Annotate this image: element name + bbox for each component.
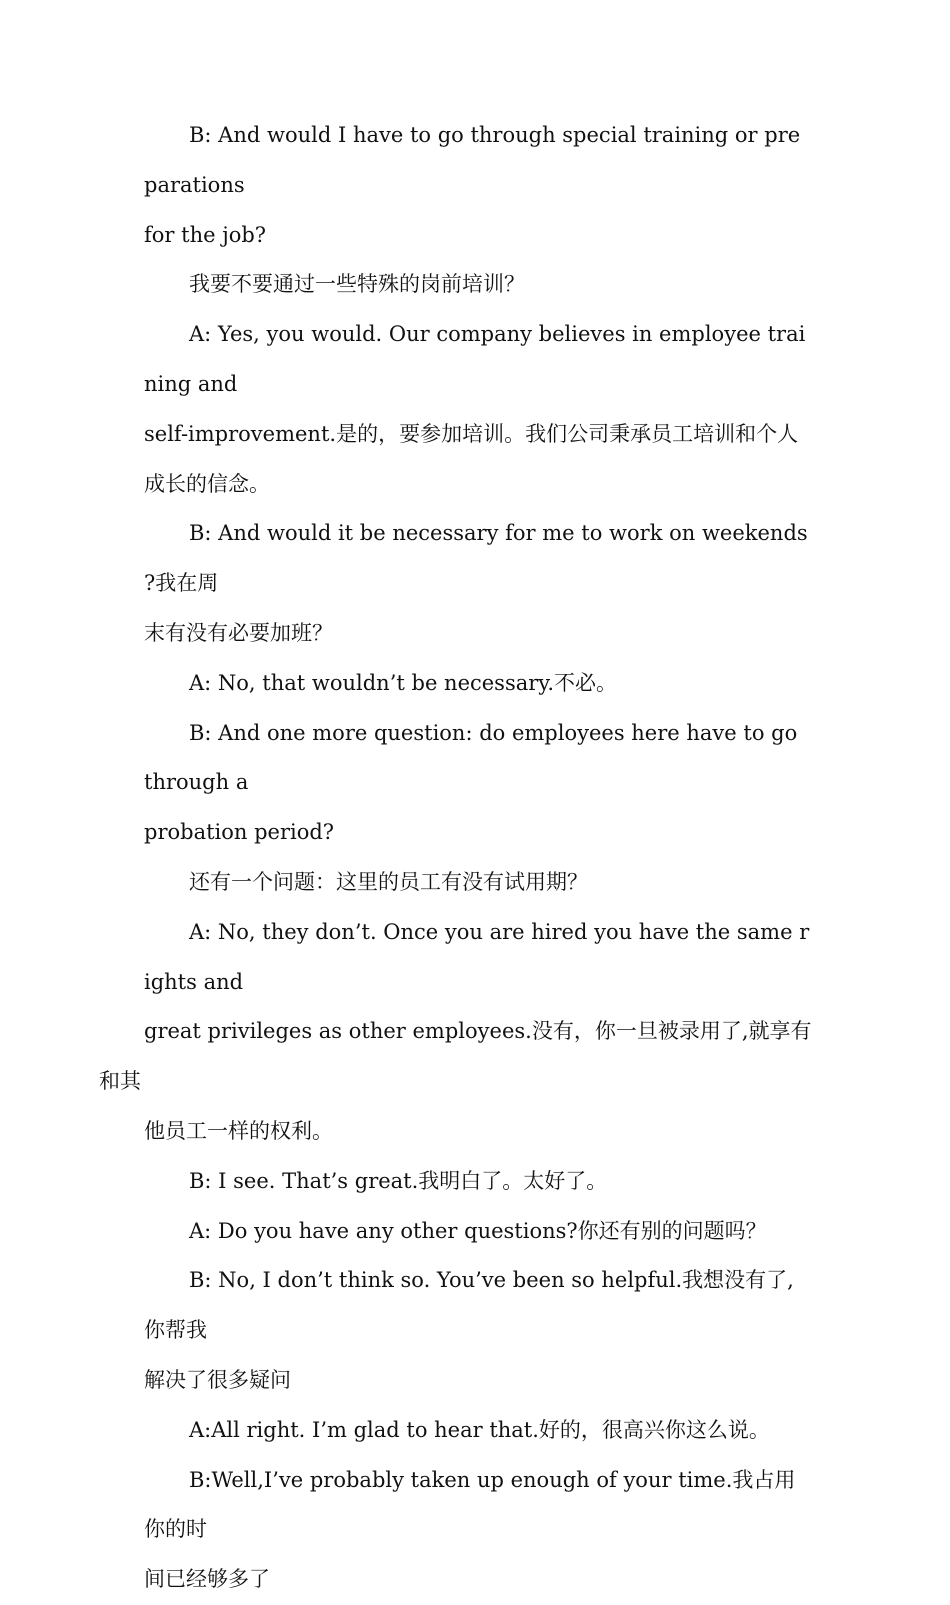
dialogue-paragraph — [144, 1256, 812, 1405]
dialogue-body — [99, 111, 812, 1605]
paragraph-line: B: No, I don’t think so. You’ve been so helpful.我想没有了,你帮我 — [144, 1268, 794, 1343]
paragraph-line: B: I see. That’s great.我明白了。太好了。 — [189, 1168, 608, 1193]
paragraph-line: B: And would it be necessary for me to work on weekends?我在周 — [144, 521, 808, 596]
dialogue-paragraph — [144, 310, 812, 509]
paragraph-line: 末有没有必要加班？ — [144, 620, 333, 645]
paragraph-line: for the job? — [144, 222, 267, 247]
paragraph-line: 他员工一样的权利。 — [144, 1118, 333, 1143]
paragraph-line: 间已经够多了 — [144, 1567, 270, 1592]
paragraph-line: 成长的信念。 — [144, 471, 270, 496]
paragraph-line: A: Yes, you would. Our company believes in employee training and — [144, 322, 806, 396]
dialogue-paragraph — [144, 659, 812, 709]
paragraph-line: B: And would I have to go through special training or preparations — [144, 123, 801, 197]
dialogue-paragraph — [144, 260, 812, 310]
paragraph-line: 解决了很多疑问 — [144, 1367, 291, 1392]
paragraph-line: A: No, that wouldn’t be necessary.不必。 — [189, 670, 618, 695]
paragraph-line: probation period? — [144, 820, 335, 845]
paragraph-line: B: And one more question: do employees here have to go through a — [144, 720, 798, 795]
paragraph-line: 我要不要通过一些特殊的岗前培训？ — [189, 272, 525, 297]
paragraph-line: self-improvement.是的，要参加培训。我们公司秉承员工培训和个人 — [144, 421, 799, 446]
dialogue-paragraph — [144, 509, 812, 658]
paragraph-line: B:Well,I’ve probably taken up enough of your time.我占用你的时 — [144, 1467, 796, 1542]
paragraph-line: A: No, they don’t. Once you are hired you have the same rights and — [144, 919, 810, 994]
dialogue-paragraph — [99, 908, 812, 1157]
dialogue-paragraph — [144, 858, 812, 908]
paragraph-line: A: Do you have any other questions?你还有别的问题吗？ — [189, 1218, 767, 1243]
dialogue-paragraph — [144, 1157, 812, 1207]
dialogue-paragraph — [144, 1406, 812, 1456]
dialogue-paragraph — [144, 1207, 812, 1257]
paragraph-line: 还有一个问题：这里的员工有没有试用期？ — [189, 869, 588, 894]
paragraph-line: great privileges as other employees.没有，你一旦被录用了,就享有和其 — [99, 1019, 812, 1094]
paragraph-line: A:All right. I’m glad to hear that.好的，很高兴你这么说。 — [189, 1417, 770, 1442]
dialogue-paragraph — [144, 111, 812, 260]
dialogue-paragraph — [144, 1456, 812, 1605]
dialogue-paragraph — [144, 709, 812, 858]
